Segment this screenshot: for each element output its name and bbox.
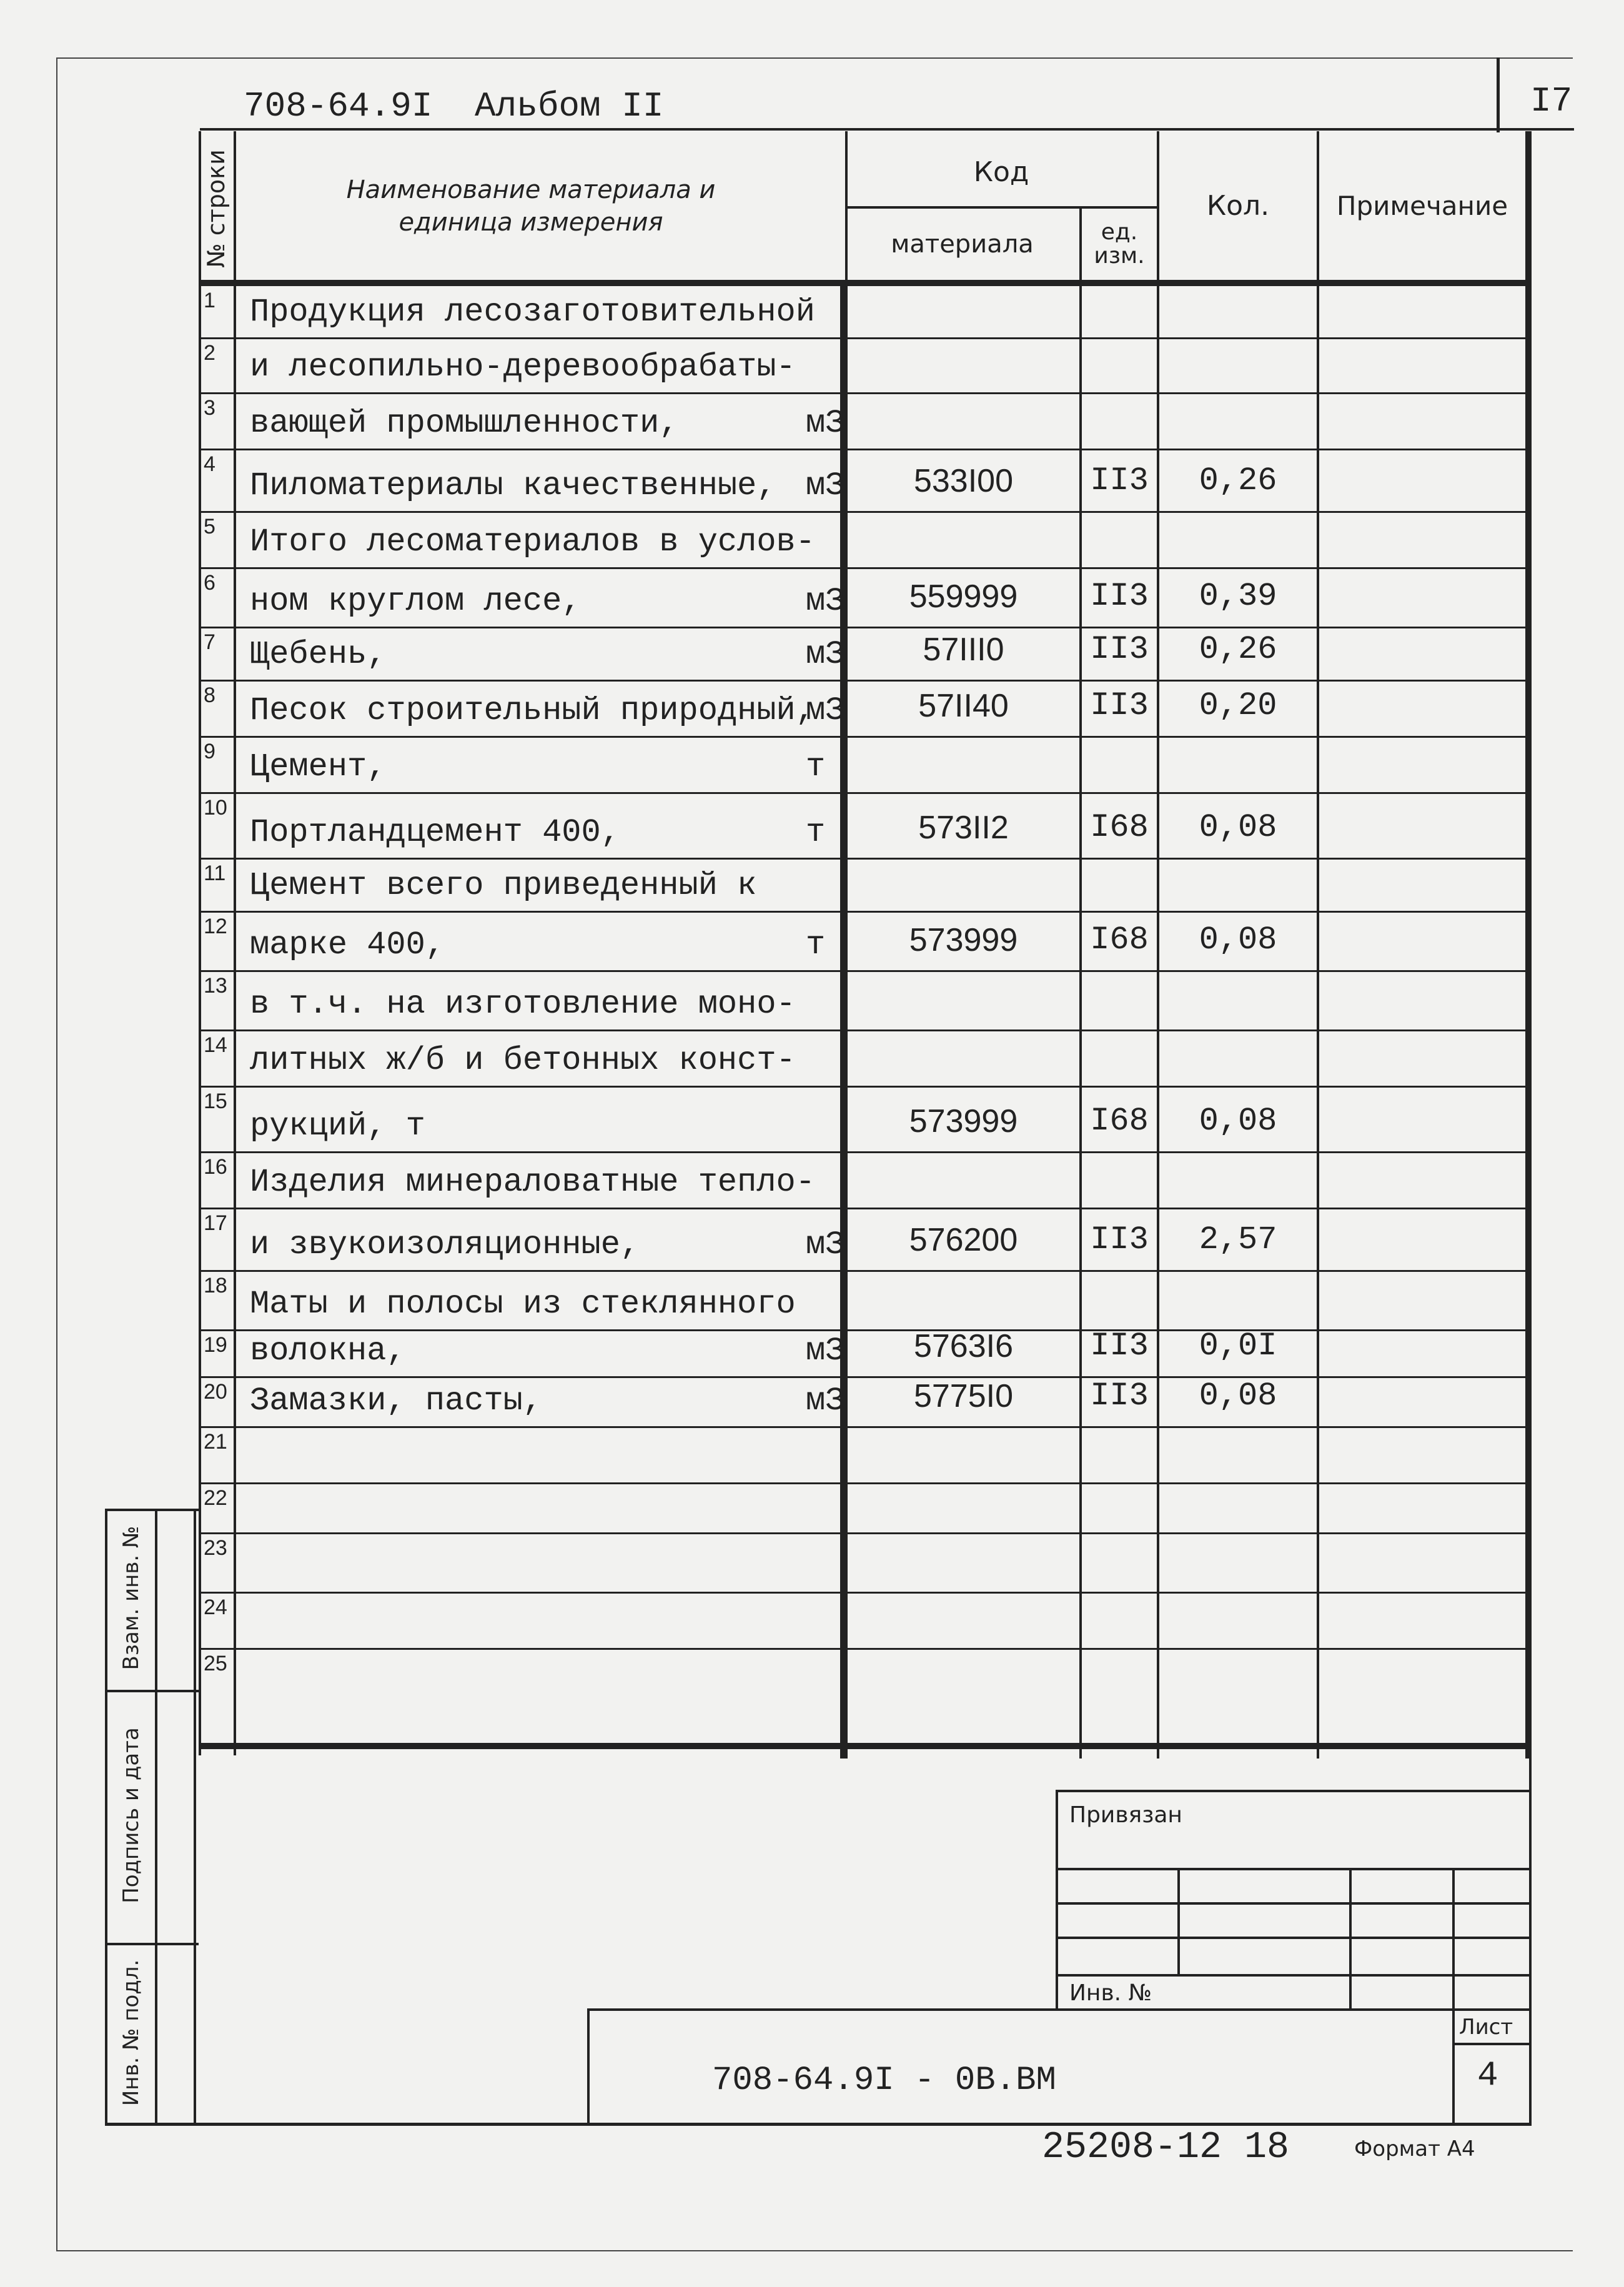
unit-code: II3 xyxy=(1090,1377,1149,1414)
row-number: 19 xyxy=(204,1333,227,1357)
row-number: 24 xyxy=(204,1595,227,1619)
material-code: 576200 xyxy=(909,1222,1018,1258)
album-label: Альбом II xyxy=(475,86,664,126)
material-code: 573II2 xyxy=(918,810,1009,846)
material-name: Изделия минераловатные тепло- xyxy=(250,1164,815,1201)
row-divider xyxy=(199,970,1532,972)
row-number: 1 xyxy=(204,289,215,312)
row-divider xyxy=(199,680,1532,682)
material-code: 57III0 xyxy=(923,632,1004,668)
material-code: 573999 xyxy=(909,922,1018,958)
row-divider xyxy=(199,1086,1532,1088)
material-unit-label: т xyxy=(806,926,826,963)
row-divider xyxy=(199,792,1532,794)
row-divider xyxy=(199,1151,1532,1153)
unit-code: II3 xyxy=(1090,1327,1149,1364)
qty-header: Кол. xyxy=(1206,189,1270,222)
material-code: 559999 xyxy=(909,578,1018,615)
code-column-header: Код xyxy=(973,156,1029,188)
unit-code: I68 xyxy=(1090,1103,1149,1139)
row-divider xyxy=(199,1592,1532,1594)
quantity: 0,08 xyxy=(1199,1103,1277,1139)
row-divider xyxy=(199,858,1532,860)
row-number-header: № строки xyxy=(202,149,230,268)
row-divider xyxy=(199,1270,1532,1272)
material-name: Пиломатериалы качественные, xyxy=(250,467,776,504)
material-unit-label: мЗ xyxy=(806,692,845,729)
quantity: 0,08 xyxy=(1199,1377,1277,1414)
sheet-number: 4 xyxy=(1477,2055,1498,2095)
inventory-number-label: Инв. № xyxy=(1069,1980,1152,2006)
row-number: 3 xyxy=(204,396,215,420)
material-code: 533I00 xyxy=(913,463,1014,499)
material-name: и лесопильно-деревообрабаты- xyxy=(250,349,796,385)
material-name: Цемент всего приведенный к xyxy=(250,867,757,904)
material-unit-label: мЗ xyxy=(806,1332,845,1369)
row-number: 23 xyxy=(204,1536,227,1560)
quantity: 0,39 xyxy=(1199,578,1277,615)
row-divider xyxy=(199,449,1532,450)
row-number: 12 xyxy=(204,915,227,938)
material-name: Щебень, xyxy=(250,636,387,673)
material-code: 5763I6 xyxy=(913,1328,1014,1364)
format-label: Формат А4 xyxy=(1354,2136,1475,2161)
unit-header: ед. изм. xyxy=(1094,219,1145,269)
quantity: 0,26 xyxy=(1199,462,1277,499)
signature-date-label: Подпись и дата xyxy=(119,1727,144,1903)
material-name: Итого лесоматериалов в услов- xyxy=(250,523,815,560)
material-unit-label: т xyxy=(806,748,826,785)
row-number: 2 xyxy=(204,341,215,365)
row-number: 20 xyxy=(204,1380,227,1404)
quantity: 2,57 xyxy=(1199,1221,1277,1258)
row-divider xyxy=(199,911,1532,913)
material-unit-label: мЗ xyxy=(806,1226,845,1263)
row-number: 5 xyxy=(204,515,215,538)
row-number: 7 xyxy=(204,630,215,654)
material-code-header: материала xyxy=(891,230,1034,259)
material-unit-label: мЗ xyxy=(806,1382,845,1419)
material-name: ном круглом лесе, xyxy=(250,583,582,620)
row-divider xyxy=(199,567,1532,569)
material-code: 573999 xyxy=(909,1103,1018,1139)
row-number: 11 xyxy=(204,861,226,885)
row-divider xyxy=(199,1426,1532,1428)
row-divider xyxy=(199,1208,1532,1209)
row-number: 25 xyxy=(204,1652,227,1675)
row-divider xyxy=(199,627,1532,628)
row-number: 21 xyxy=(204,1430,227,1454)
row-divider xyxy=(199,337,1532,339)
document-designation: 708-64.9I - 0B.BM xyxy=(712,2061,1056,2100)
replacement-inventory-label: Взам. инв. № xyxy=(119,1525,144,1670)
archive-number: 25208-12 18 xyxy=(1042,2126,1290,2169)
page-number: I7 xyxy=(1530,81,1573,121)
unit-code: I68 xyxy=(1090,809,1149,846)
row-number: 14 xyxy=(204,1033,227,1057)
row-number: 22 xyxy=(204,1486,227,1510)
quantity: 0,26 xyxy=(1199,631,1277,668)
unit-code: II3 xyxy=(1090,631,1149,668)
unit-code: II3 xyxy=(1090,687,1149,724)
material-name: Маты и полосы из стеклянного xyxy=(250,1286,796,1322)
row-divider xyxy=(199,736,1532,738)
row-divider xyxy=(199,1029,1532,1031)
quantity: 0,0I xyxy=(1199,1327,1277,1364)
material-name: волокна, xyxy=(250,1332,406,1369)
row-number: 15 xyxy=(204,1089,227,1113)
row-divider xyxy=(199,1482,1532,1484)
material-code: 5775I0 xyxy=(913,1378,1014,1414)
name-column-header xyxy=(312,162,750,250)
document-code-header: 708-64.9I xyxy=(244,86,433,126)
material-name: вающей промышленности, xyxy=(250,405,679,442)
row-number: 18 xyxy=(204,1274,227,1297)
row-divider xyxy=(199,1532,1532,1534)
original-inventory-label: Инв. № подл. xyxy=(119,1959,144,2106)
row-number: 17 xyxy=(204,1211,227,1235)
material-name: Цемент, xyxy=(250,748,387,785)
row-number: 4 xyxy=(204,452,215,476)
row-number: 6 xyxy=(204,571,215,595)
unit-code: II3 xyxy=(1090,1221,1149,1258)
quantity: 0,08 xyxy=(1199,921,1277,958)
material-unit-label: мЗ xyxy=(806,583,845,620)
row-number: 9 xyxy=(204,740,215,763)
note-header: Примечание xyxy=(1336,190,1508,221)
material-code: 57II40 xyxy=(918,688,1009,724)
unit-code: II3 xyxy=(1090,578,1149,615)
material-name: Портландцемент 400, xyxy=(250,814,620,851)
sheet-label: Лист xyxy=(1459,2015,1513,2040)
material-name: и звукоизоляционные, xyxy=(250,1226,640,1263)
material-unit-label: мЗ xyxy=(806,405,845,442)
material-name: Песок строительный природный, xyxy=(250,692,815,729)
row-divider xyxy=(199,392,1532,394)
unit-code: II3 xyxy=(1090,462,1149,499)
material-unit-label: т xyxy=(806,814,826,851)
material-name: марке 400, xyxy=(250,926,445,963)
name-column-header-text: Наименование материала и единица измерения xyxy=(346,176,716,237)
material-name: в т.ч. на изготовление моно- xyxy=(250,986,796,1023)
material-name: литных ж/б и бетонных конст- xyxy=(250,1042,796,1079)
row-number: 13 xyxy=(204,974,227,998)
quantity: 0,20 xyxy=(1199,687,1277,724)
row-divider xyxy=(199,1648,1532,1650)
material-unit-label: мЗ xyxy=(806,636,845,673)
row-number: 16 xyxy=(204,1155,227,1179)
unit-code: I68 xyxy=(1090,921,1149,958)
material-name: рукций, т xyxy=(250,1108,425,1144)
material-name: Замазки, пасты, xyxy=(250,1382,543,1419)
material-name: Продукция лесозаготовительной xyxy=(250,294,815,330)
material-unit-label: мЗ xyxy=(806,467,845,504)
quantity: 0,08 xyxy=(1199,809,1277,846)
row-divider xyxy=(199,511,1532,513)
row-number: 8 xyxy=(204,683,215,707)
bound-label: Привязан xyxy=(1069,1802,1182,1828)
row-number: 10 xyxy=(204,796,227,820)
